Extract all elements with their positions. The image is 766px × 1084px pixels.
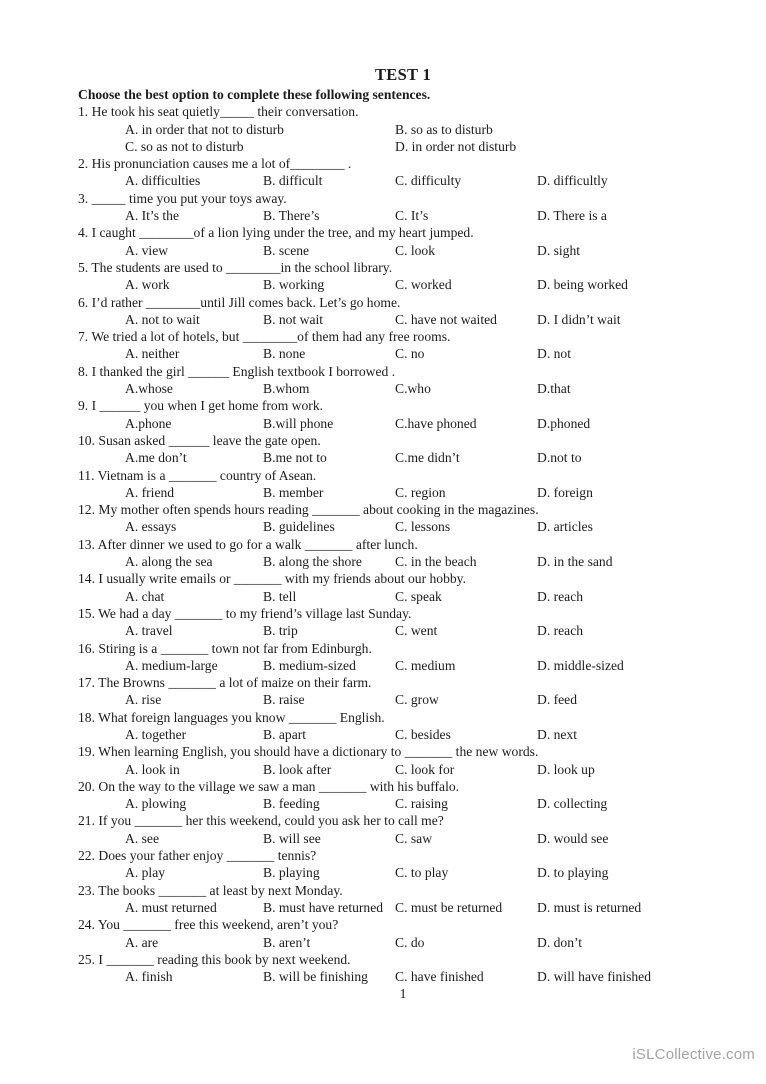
question-22-option-d: D. to playing	[537, 865, 609, 881]
question-12-option-d: D. articles	[537, 519, 593, 535]
question-15-option-c: C. went	[395, 623, 438, 639]
question-18-option-a: A. together	[125, 726, 187, 742]
question-20-option-c: C. raising	[395, 796, 448, 812]
question-23-stem: 23. The books _______ at least by next Monday.	[78, 882, 343, 898]
question-7-option-c: C. no	[395, 346, 425, 362]
question-20-option-a: A. plowing	[125, 796, 187, 812]
question-1	[78, 103, 728, 155]
question-9-options-row	[125, 415, 728, 432]
question-9-option-d: D.phoned	[537, 415, 591, 431]
question-6	[78, 294, 728, 329]
question-3-option-a: A. It’s the	[125, 208, 179, 224]
question-21-stem: 21. If you _______ her this weekend, could you ask her to call me?	[78, 813, 444, 829]
question-24	[78, 916, 728, 951]
question-13-option-b: B. along the shore	[263, 554, 362, 570]
question-15-option-b: B. trip	[263, 623, 298, 639]
question-2	[78, 155, 728, 190]
question-21-option-a: A. see	[125, 830, 159, 846]
question-7	[78, 328, 728, 363]
question-2-options-row	[125, 172, 728, 189]
question-14	[78, 570, 728, 605]
question-1-option-d: D. in order not disturb	[395, 138, 517, 154]
question-8-option-d: D.that	[537, 381, 571, 397]
question-14-option-a: A. chat	[125, 588, 165, 604]
question-16-stem: 16. Stiring is a _______ town not far from Edinburgh.	[78, 640, 372, 656]
question-10-option-a: A.me don’t	[125, 450, 187, 466]
question-25-option-a: A. finish	[125, 969, 173, 985]
question-24-option-d: D. don’t	[537, 934, 583, 950]
question-24-stem: 24. You _______ free this weekend, aren’t you?	[78, 917, 339, 933]
question-5	[78, 259, 728, 294]
question-9-stem: 9. I ______ you when I get home from work.	[78, 398, 324, 414]
question-3-options-row	[125, 207, 728, 224]
instruction-text: Choose the best option to complete these following sentences.	[78, 87, 431, 102]
question-5-option-b: B. working	[263, 277, 325, 293]
question-5-option-c: C. worked	[395, 277, 452, 293]
question-2-option-c: C. difficulty	[395, 173, 462, 189]
question-22-option-a: A. play	[125, 865, 166, 881]
question-3-option-d: D. There is a	[537, 208, 607, 224]
question-3-stem: 3. _____ time you put your toys away.	[78, 190, 287, 206]
question-25-options-row	[125, 968, 728, 985]
question-25	[78, 951, 728, 986]
question-21-options-row	[125, 830, 728, 847]
question-4	[78, 224, 728, 259]
question-17-option-c: C. grow	[395, 692, 439, 708]
question-21-option-d: D. would see	[537, 830, 609, 846]
question-6-option-d: D. I didn’t wait	[537, 311, 621, 327]
question-4-option-d: D. sight	[537, 242, 581, 258]
question-10-option-c: C.me didn’t	[395, 450, 460, 466]
question-24-option-c: C. do	[395, 934, 425, 950]
question-16-option-d: D. middle-sized	[537, 657, 624, 673]
question-12	[78, 501, 728, 536]
question-8-options-row	[125, 380, 728, 397]
question-16-option-a: A. medium-large	[125, 657, 218, 673]
question-11-option-b: B. member	[263, 484, 324, 500]
question-2-stem: 2. His pronunciation causes me a lot of________ .	[78, 156, 352, 172]
question-7-option-b: B. none	[263, 346, 306, 362]
question-10-stem: 10. Susan asked ______ leave the gate open.	[78, 432, 321, 448]
question-9-option-b: B.will phone	[263, 415, 334, 431]
question-6-option-a: A. not to wait	[125, 311, 200, 327]
question-12-option-c: C. lessons	[395, 519, 451, 535]
question-12-options-row	[125, 518, 728, 535]
question-11	[78, 467, 728, 502]
question-19-option-a: A. look in	[125, 761, 180, 777]
question-24-options-row	[125, 934, 728, 951]
question-8-stem: 8. I thanked the girl ______ English textbook I borrowed .	[78, 363, 396, 379]
question-7-option-d: D. not	[537, 346, 571, 362]
question-10-option-d: D.not to	[537, 450, 582, 466]
question-18-option-d: D. next	[537, 726, 578, 742]
question-1-option-a: A. in order that not to disturb	[125, 121, 284, 137]
question-11-options-row	[125, 484, 728, 501]
question-25-option-d: D. will have finished	[537, 969, 652, 985]
question-25-stem: 25. I _______ reading this book by next weekend.	[78, 951, 351, 967]
question-11-option-d: D. foreign	[537, 484, 593, 500]
question-23-option-b: B. must have returned	[263, 899, 384, 915]
question-22-option-c: C. to play	[395, 865, 449, 881]
question-16-option-c: C. medium	[395, 657, 456, 673]
question-19-option-c: C. look for	[395, 761, 455, 777]
question-7-options-row	[125, 345, 728, 362]
question-9	[78, 397, 728, 432]
question-6-option-c: C. have not waited	[395, 311, 497, 327]
question-23-option-d: D. must is returned	[537, 899, 642, 915]
question-20-option-d: D. collecting	[537, 796, 608, 812]
question-17-option-d: D. feed	[537, 692, 578, 708]
question-7-stem: 7. We tried a lot of hotels, but ________of them had any free rooms.	[78, 329, 451, 345]
question-19-options-row	[125, 761, 728, 778]
question-24-option-a: A. are	[125, 934, 159, 950]
question-18	[78, 709, 728, 744]
question-15-options-row	[125, 622, 728, 639]
question-20-option-b: B. feeding	[263, 796, 320, 812]
question-12-option-b: B. guidelines	[263, 519, 335, 535]
question-22-stem: 22. Does your father enjoy _______ tennis?	[78, 848, 317, 864]
question-4-options-row	[125, 242, 728, 259]
question-1-stem: 1. He took his seat quietly_____ their conversation.	[78, 104, 359, 120]
question-19-option-d: D. look up	[537, 761, 595, 777]
question-22-options-row	[125, 864, 728, 881]
question-10	[78, 432, 728, 467]
test-content	[78, 64, 728, 1003]
question-2-option-b: B. difficult	[263, 173, 323, 189]
question-16	[78, 640, 728, 675]
question-9-option-c: C.have phoned	[395, 415, 477, 431]
question-15-option-d: D. reach	[537, 623, 584, 639]
question-8-option-c: C.who	[395, 381, 431, 397]
question-13-stem: 13. After dinner we used to go for a walk _______ after lunch.	[78, 536, 418, 552]
question-22	[78, 847, 728, 882]
question-5-option-d: D. being worked	[537, 277, 628, 293]
question-20-stem: 20. On the way to the village we saw a man _______ with his buffalo.	[78, 778, 460, 794]
question-1-options-row-1	[125, 121, 728, 138]
question-3	[78, 190, 728, 225]
question-4-option-b: B. scene	[263, 242, 310, 258]
question-18-option-b: B. apart	[263, 726, 307, 742]
question-19-stem: 19. When learning English, you should have a dictionary to _______ the new words.	[78, 744, 539, 760]
question-14-stem: 14. I usually write emails or _______ with my friends about our hobby.	[78, 571, 466, 587]
page-number: 1	[399, 986, 407, 1002]
question-17-stem: 17. The Browns _______ a lot of maize on their farm.	[78, 675, 372, 691]
question-14-options-row	[125, 588, 728, 605]
question-18-options-row	[125, 726, 728, 743]
questions-list	[78, 103, 728, 985]
question-23-option-c: C. must be returned	[395, 899, 503, 915]
question-21	[78, 812, 728, 847]
question-19	[78, 743, 728, 778]
question-18-option-c: C. besides	[395, 726, 451, 742]
question-15-option-a: A. travel	[125, 623, 173, 639]
question-20-options-row	[125, 795, 728, 812]
question-9-option-a: A.phone	[125, 415, 172, 431]
question-16-option-b: B. medium-sized	[263, 657, 356, 673]
question-17-options-row	[125, 691, 728, 708]
question-13-option-a: A. along the sea	[125, 554, 213, 570]
question-11-option-a: A. friend	[125, 484, 175, 500]
question-25-option-b: B. will be finishing	[263, 969, 368, 985]
question-23-options-row	[125, 899, 728, 916]
page-title: TEST 1	[374, 65, 432, 84]
question-8-option-a: A.whose	[125, 381, 173, 397]
question-2-option-d: D. difficultly	[537, 173, 608, 189]
question-10-option-b: B.me not to	[263, 450, 327, 466]
question-23	[78, 882, 728, 917]
question-10-options-row	[125, 449, 728, 466]
question-5-options-row	[125, 276, 728, 293]
question-8	[78, 363, 728, 398]
question-21-option-c: C. saw	[395, 830, 433, 846]
question-17-option-a: A. rise	[125, 692, 162, 708]
watermark: iSLCollective.com	[632, 1046, 755, 1063]
question-13-option-d: D. in the sand	[537, 554, 613, 570]
question-4-option-a: A. view	[125, 242, 169, 258]
question-8-option-b: B.whom	[263, 381, 310, 397]
question-19-option-b: B. look after	[263, 761, 332, 777]
question-1-option-b: B. so as to disturb	[395, 121, 493, 137]
question-11-stem: 11. Vietnam is a _______ country of Asean.	[78, 467, 317, 483]
question-15-stem: 15. We had a day _______ to my friend’s village last Sunday.	[78, 605, 412, 621]
question-6-options-row	[125, 311, 728, 328]
question-24-option-b: B. aren’t	[263, 934, 311, 950]
question-6-stem: 6. I’d rather ________until Jill comes back. Let’s go home.	[78, 294, 401, 310]
question-13-option-c: C. in the beach	[395, 554, 477, 570]
question-14-option-d: D. reach	[537, 588, 584, 604]
question-2-option-a: A. difficulties	[125, 173, 201, 189]
question-11-option-c: C. region	[395, 484, 446, 500]
question-7-option-a: A. neither	[125, 346, 180, 362]
question-15	[78, 605, 728, 640]
question-23-option-a: A. must returned	[125, 899, 217, 915]
question-17-option-b: B. raise	[263, 692, 305, 708]
question-5-option-a: A. work	[125, 277, 170, 293]
question-14-option-c: C. speak	[395, 588, 442, 604]
question-3-option-b: B. There’s	[263, 208, 320, 224]
question-3-option-c: C. It’s	[395, 208, 429, 224]
question-22-option-b: B. playing	[263, 865, 320, 881]
question-4-stem: 4. I caught ________of a lion lying under the tree, and my heart jumped.	[78, 225, 474, 241]
question-6-option-b: B. not wait	[263, 311, 324, 327]
question-17	[78, 674, 728, 709]
question-16-options-row	[125, 657, 728, 674]
question-14-option-b: B. tell	[263, 588, 297, 604]
question-12-stem: 12. My mother often spends hours reading _______ about cooking in the magazines.	[78, 502, 539, 518]
question-18-stem: 18. What foreign languages you know _______ English.	[78, 709, 385, 725]
question-12-option-a: A. essays	[125, 519, 177, 535]
question-20	[78, 778, 728, 813]
question-21-option-b: B. will see	[263, 830, 321, 846]
question-5-stem: 5. The students are used to ________in the school library.	[78, 259, 393, 275]
question-1-option-c: C. so as not to disturb	[125, 138, 244, 154]
question-4-option-c: C. look	[395, 242, 436, 258]
question-1-options-row-2	[125, 138, 728, 155]
question-13-options-row	[125, 553, 728, 570]
question-25-option-c: C. have finished	[395, 969, 484, 985]
question-13	[78, 536, 728, 571]
